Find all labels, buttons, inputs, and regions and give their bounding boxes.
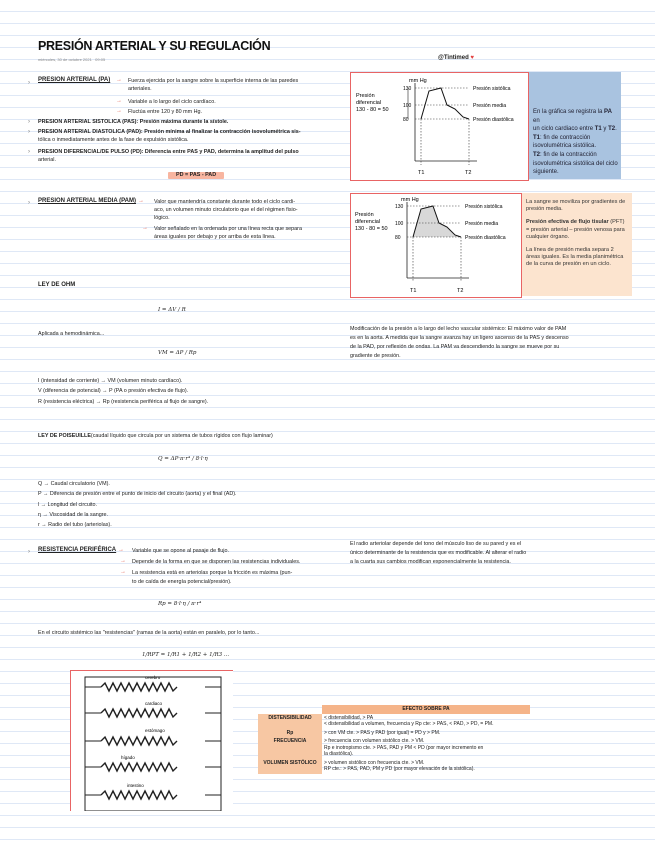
rp-label: RESISTENCIA PERIFÉRICA [38, 547, 117, 553]
pam-line-5: áreas iguales por debajo y por arriba de esta línea. [154, 234, 276, 240]
radius-note-1: El radio arteriolar depende del tono del músculo liso de su pared y es el [350, 541, 522, 547]
diff-label-2: diferencial [355, 219, 381, 225]
arrow-icon: → [116, 108, 122, 114]
note1-text: en [533, 117, 540, 124]
row-line: < distensibilidad, > PA [324, 714, 374, 721]
table-row [258, 729, 530, 738]
circuit-label: estómago [145, 728, 165, 733]
row-line: > frecuencia con volumen sistólico cte. > VM. [324, 738, 425, 744]
note1-text: En la gráfica se registra la [533, 109, 605, 115]
y-tick-100: 100 [403, 103, 412, 109]
ohm-v: V (diferencia de potencial) → P (PA o presión efectiva de flujo). [38, 388, 189, 394]
poiseuille-title-bold: LEY DE POISEUILLE [38, 433, 91, 439]
pam-line-3: lógico. [154, 215, 170, 221]
row-content [322, 714, 530, 729]
circuit-diagram [71, 671, 233, 811]
note2-p1: La sangre se moviliza por gradientes de presión media. [526, 199, 626, 213]
pressure-chart-2 [351, 194, 521, 297]
circuit-label: intestino [127, 783, 144, 788]
ohm-applied: Aplicada a hemodinámica... [38, 331, 105, 337]
note1-text: isovolumétrica sistólica del ciclo [533, 160, 618, 167]
note-box-2 [522, 193, 632, 296]
note1-text: un ciclo cardiaco entre [533, 126, 595, 133]
pa-line-3: Variable a lo largo del ciclo cardíaco. [128, 99, 216, 105]
bullet-mark: › [28, 200, 30, 206]
table-row [258, 737, 530, 759]
note2-p3: La línea de presión media separa 2 áreas iguales. Es la media planimétrica de la curva de presión en un ciclo. [526, 247, 624, 268]
row-label: DISTENSIBILIDAD [258, 714, 322, 729]
poiseuille-title [38, 433, 273, 440]
x-tick-t2: T2 [465, 170, 472, 176]
row-line: la diastólica). [324, 751, 354, 757]
pam-line-4: Valor señalado en la ordenada por una línea recta que separa [154, 226, 302, 232]
diff-label-3: 130 - 80 = 50 [355, 226, 388, 232]
pam-note-2: es en la aorta. A medida que la sangre avanza hay un ligero ascenso de la PAS y descenso [350, 335, 569, 341]
note1-text: PA [604, 109, 612, 115]
note1-text: T2 [533, 151, 541, 158]
note1-text: siguiente. [533, 169, 559, 176]
pois-l: l → Longitud del circuito. [38, 502, 98, 508]
page-title: PRESIÓN ARTERIAL Y SU REGULACIÓN [38, 39, 271, 53]
pad-text-2: tólica o inmediatamente antes de la fase de expulsión sistólica. [38, 137, 189, 143]
note1-text: T2 [608, 126, 616, 133]
diff-label-3: 130 - 80 = 50 [356, 107, 389, 113]
label-mean: Presión media [473, 103, 507, 109]
author-text: @Tintimed [438, 55, 469, 61]
graph-1-frame [350, 72, 529, 181]
pois-n: η → Viscosidad de la sangre. [38, 512, 109, 518]
bullet-mark: › [28, 119, 30, 125]
pressure-chart-1 [351, 73, 528, 180]
diff-label-1: Presión [356, 93, 375, 99]
pa-label: PRESION ARTERIAL (PA) [38, 77, 111, 83]
bullet-mark: › [28, 549, 30, 555]
ohm-formula: I = ΔV / R [158, 307, 186, 313]
pam-note-4: gradiente de presión. [350, 353, 401, 359]
y-tick-130: 130 [395, 204, 404, 210]
arrow-icon: → [118, 547, 124, 553]
label-diastolic: Presión diastólica [473, 117, 514, 123]
row-line: > volumen sistólico con frecuencia cte. > VM. [324, 759, 425, 766]
pd-text: PRESION DIFERENCIAL/DE PULSO (PD): Diferencia entre PAS y PAD, determina la amplitud del pulso [38, 149, 299, 155]
graph-2-frame [350, 193, 522, 298]
note1-text: T1 [594, 126, 602, 133]
note-box-1 [529, 72, 621, 179]
bullet-mark: › [28, 149, 30, 155]
note2-p2 [526, 219, 629, 241]
row-content [322, 737, 530, 759]
y-tick-80: 80 [403, 117, 409, 123]
pd-formula: PD = PAS - PAD [168, 172, 224, 179]
pam-note-3: de la PAD, por reflexión de ondas. La PAM va descendiendo la sangre se mueve por su [350, 344, 560, 350]
diff-label-1: Presión [355, 212, 374, 218]
x-tick-t2: T2 [457, 288, 464, 294]
bullet-mark: › [28, 129, 30, 135]
parallel-formula: 1/RPT = 1/R1 + 1/R2 + 1/R3 ... [142, 652, 230, 658]
y-unit: mm Hg [401, 197, 419, 203]
effects-table [258, 705, 530, 774]
circuit-frame [70, 670, 233, 811]
pa-line-2: arteriales. [128, 86, 152, 92]
ohm-r: R (resistencia eléctrica) → Rp (resistencia periférica al flujo de sangre). [38, 399, 209, 405]
rp-line-3: La resistencia está en arteriolas porque la fricción es máxima (pun- [132, 570, 293, 576]
pois-q: Q → Caudal circulatorio (VM). [38, 481, 110, 487]
row-label: FRECUENCIA [258, 737, 322, 759]
y-tick-80: 80 [395, 235, 401, 241]
x-tick-t1: T1 [418, 170, 425, 176]
radius-note-3: a la cuarta sus cambios modifican exponencialmente la resistencia. [350, 559, 511, 565]
rp-line-4: to de caída de energía potencial/presión). [132, 579, 232, 585]
table-row [258, 759, 530, 774]
pam-line-1: Valor que mantendría constante durante todo el ciclo cardi- [154, 199, 296, 205]
radius-note-2: único determinante de la resistencia que es modificable. Al alterar el radio [350, 550, 527, 556]
date-text: miércoles, 30 de octubre 2021 [38, 57, 92, 62]
bullet-mark: › [28, 80, 30, 86]
circuit-label: cardiaco [145, 701, 163, 706]
label-mean: Presión media [465, 221, 499, 227]
poiseuille-subtitle: (caudal líquido que circula por un sistema de tubos rígidos con flujo laminar) [90, 433, 273, 439]
pam-label: PRESION ARTERIAL MEDIA (PAM) [38, 198, 137, 204]
note1-text: : fin de contracción [540, 134, 591, 141]
y-unit: mm Hg [409, 78, 427, 84]
arrow-icon: → [120, 558, 126, 564]
table-row [258, 714, 530, 729]
arrow-icon: → [120, 569, 126, 575]
note1-text: y [601, 126, 609, 133]
pam-line-2: aco, un volumen minuto circulatorio que el del régimen fisio- [154, 207, 298, 213]
arrow-icon: → [116, 77, 122, 83]
rp-line-1: Variable que se opone al pasaje de flujo. [132, 548, 230, 554]
note1-text: . [615, 126, 617, 133]
row-line: RP cte.: > PAS, PAD, PM y PD (por mayor elevación de la sistólica). [324, 766, 475, 772]
time-text: 09:05 [95, 57, 106, 62]
table-title: EFECTO SOBRE PA [322, 705, 530, 714]
ohm-i: I (intensidad de corriente) → VM (volumen minuto cardíaco). [38, 378, 183, 384]
pas-text: PRESION ARTERIAL SISTOLICA (PAS): Presión máxima durante la sístole. [38, 119, 229, 125]
label-systolic: Presión sistólica [465, 204, 503, 210]
y-tick-100: 100 [395, 221, 404, 227]
arrow-icon: → [138, 198, 144, 204]
note1-text: : fin de la contracción [540, 151, 597, 158]
y-tick-130: 130 [403, 86, 412, 92]
rp-line-2: Depende de la forma en que se disponen las resistencias individuales. [132, 559, 301, 565]
pa-line-4: Fluctúa entre 120 y 80 mm Hg. [128, 109, 203, 115]
parallel-text: En el circuito sistémico las "resistencias" (ramas de la aorta) están en paralelo, por lo tanto... [38, 630, 260, 636]
arrow-icon: → [116, 98, 122, 104]
author-tag [438, 55, 474, 61]
circuit-label: cerebro [145, 675, 161, 680]
row-content [322, 759, 530, 774]
circuit-label: hígado [121, 755, 135, 760]
row-label: VOLUMEN SISTÓLICO [258, 759, 322, 774]
pd-text-2: arterial. [38, 157, 56, 163]
note1-text: isovolumétrica sistólica. [533, 143, 597, 150]
row-line: > con VM cte. > PAS y PAD (por igual) = PD y > PM. [324, 729, 441, 736]
label-systolic: Presión sistólica [473, 86, 511, 92]
pa-line-1: Fuerza ejercida por la sangre sobre la superficie interna de las paredes [128, 78, 299, 84]
pois-r: r → Radio del tubo (arteriolas). [38, 522, 112, 528]
note2-p2-text: (PFT) = presión arterial – presión venosa para cualquier órgano. [526, 219, 625, 240]
pois-p: P → Diferencia de presión entre el punto de inicio del circuito (aorta) y el final (AD). [38, 491, 237, 497]
ohm-title: LEY DE OHM [38, 282, 76, 288]
arrow-icon: → [142, 225, 148, 231]
page-date [38, 57, 105, 62]
heart-icon: ♥ [470, 55, 474, 61]
pam-note-1: Modificación de la presión a lo largo del lecho vascular sistémico: El máximo valor de PAM [350, 326, 567, 332]
row-label: Rp [258, 729, 322, 738]
note2-p2-bold: Presión efectiva de flujo tisular [526, 219, 609, 226]
diff-label-2: diferencial [356, 100, 382, 106]
row-line: Rp e inotropismo cte. > PAS, PAD y PM < PD (por mayor incremento en [324, 744, 484, 751]
label-diastolic: Presión diastólica [465, 235, 506, 241]
pad-text: PRESION ARTERIAL DIASTOLICA (PAD): Presión mínima al finalizar la contracción isovolumétrica sis- [38, 129, 301, 135]
poiseuille-formula: Q = ΔP·π·r⁴ / 8·l·η [158, 456, 208, 462]
note1-text: T1 [533, 134, 541, 141]
x-tick-t1: T1 [410, 288, 417, 294]
row-line: < distensibilidad a volumen, frecuencia y Rp cte: > PAS, < PAD, > PD, = PM. [324, 721, 494, 727]
rp-formula: Rp = 8·l·η / π·r⁴ [158, 601, 202, 607]
ohm-formula-2: VM = ΔP / Rp [158, 350, 197, 356]
row-content [322, 729, 530, 738]
